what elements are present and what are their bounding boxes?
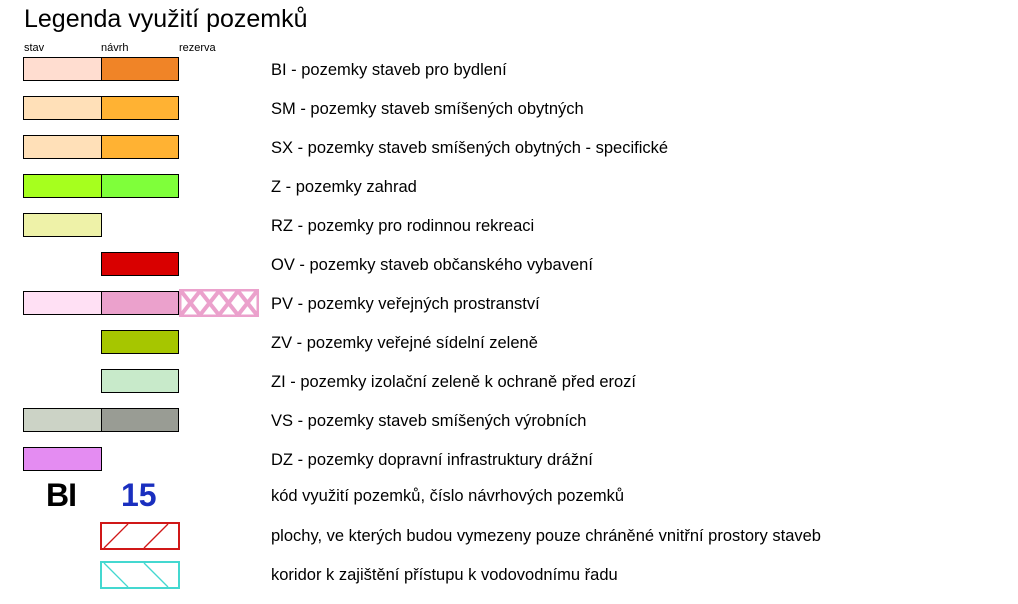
legend-label-zv: ZV - pozemky veřejné sídelní zeleně [271, 334, 538, 352]
legend-row-bi [0, 56, 1018, 84]
legend-row-vs [0, 407, 1018, 435]
swatch-rezerva-pv [179, 289, 259, 317]
legend-row-dz [0, 446, 1018, 474]
swatch-stav-rz [23, 213, 102, 237]
legend-label-pv: PV - pozemky veřejných prostranství [271, 295, 540, 313]
swatch-navrh-zv [101, 330, 179, 354]
code-sample-code: BI [46, 477, 76, 513]
legend-label-dz: DZ - pozemky dopravní infrastruktury drážní [271, 451, 593, 469]
legend-row-zi [0, 368, 1018, 396]
column-header-stav: stav [24, 42, 45, 54]
legend-label-bi: BI - pozemky staveb pro bydlení [271, 61, 507, 79]
legend-row-rz [0, 212, 1018, 240]
legend-label-sm: SM - pozemky staveb smíšených obytných [271, 100, 584, 118]
legend-row-sx [0, 134, 1018, 162]
swatch-navrh-sm [101, 96, 179, 120]
legend-label-protected-interiors: plochy, ve kterých budou vymezeny pouze chráněné vnitřní prostory staveb [271, 527, 821, 545]
legend-label-vs: VS - pozemky staveb smíšených výrobních [271, 412, 587, 430]
legend-row-sm [0, 95, 1018, 123]
legend-row-zv [0, 329, 1018, 357]
swatch-stav-bi [23, 57, 102, 81]
red-hatch-swatch [100, 522, 180, 550]
swatch-navrh-zi [101, 369, 179, 393]
swatch-navrh-vs [101, 408, 179, 432]
swatch-stav-vs [23, 408, 102, 432]
swatch-stav-sx [23, 135, 102, 159]
legend-row-ov [0, 251, 1018, 279]
legend-row-code-sample [0, 477, 1018, 513]
swatch-stav-dz [23, 447, 102, 471]
legend-row-water-corridor [0, 561, 1018, 589]
swatch-navrh-z [101, 174, 179, 198]
column-header-navrh: návrh [101, 42, 129, 54]
legend-row-pv [0, 290, 1018, 318]
legend-label-z: Z - pozemky zahrad [271, 178, 417, 196]
swatch-navrh-bi [101, 57, 179, 81]
swatch-stav-sm [23, 96, 102, 120]
swatch-stav-z [23, 174, 102, 198]
legend-label-zi: ZI - pozemky izolační zeleně k ochraně před erozí [271, 373, 637, 391]
swatch-navrh-sx [101, 135, 179, 159]
cyan-hatch-swatch [100, 561, 180, 589]
legend-row-z [0, 173, 1018, 201]
legend-title: Legenda využití pozemků [24, 5, 308, 33]
legend-row-protected-interiors [0, 522, 1018, 550]
swatch-navrh-ov [101, 252, 179, 276]
legend-label-code-sample: kód využití pozemků, číslo návrhových pozemků [271, 487, 625, 505]
legend-label-sx: SX - pozemky staveb smíšených obytných - specifické [271, 139, 669, 157]
legend-label-ov: OV - pozemky staveb občanského vybavení [271, 256, 593, 274]
swatch-navrh-pv [101, 291, 179, 315]
legend-label-rz: RZ - pozemky pro rodinnou rekreaci [271, 217, 535, 235]
column-header-rezerva: rezerva [179, 42, 216, 54]
code-sample-number: 15 [121, 477, 157, 513]
swatch-stav-pv [23, 291, 102, 315]
legend-label-water-corridor: koridor k zajištění přístupu k vodovodnímu řadu [271, 566, 618, 584]
